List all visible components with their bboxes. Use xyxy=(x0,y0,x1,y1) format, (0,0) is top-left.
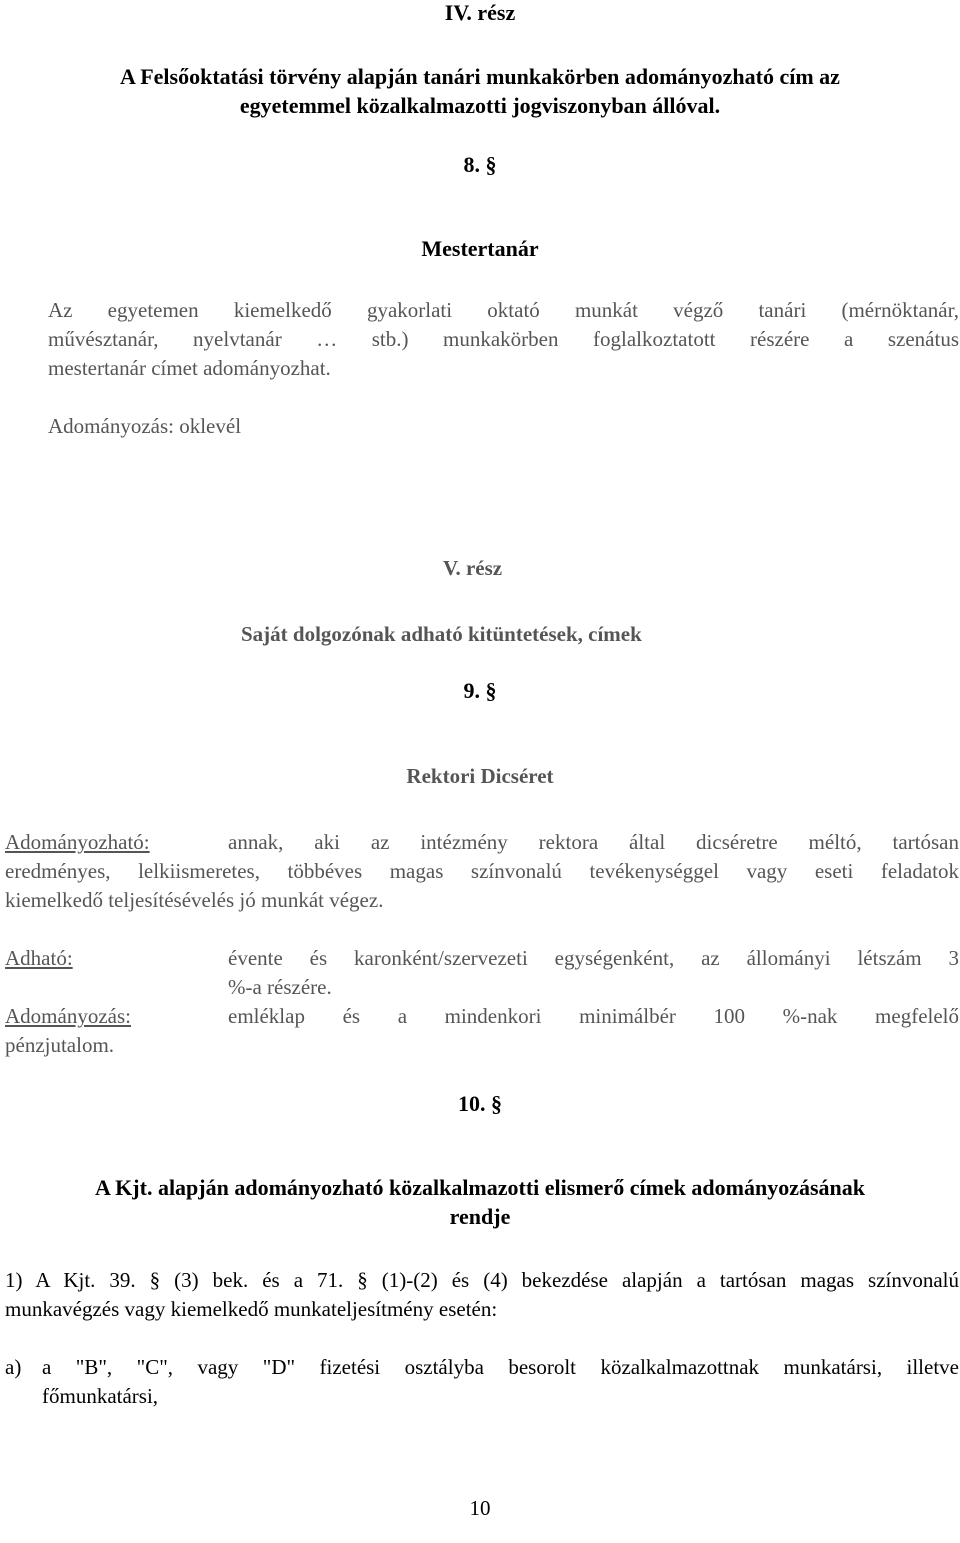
item-1-line2: munkavégzés vagy kiemelkedő munkateljesítmény esetén: xyxy=(5,1297,498,1321)
section-8-heading: 8. § xyxy=(463,152,497,177)
section-10-title-line1: A Kjt. alapján adományozható közalkalmazotti elismerő címek adományozásának xyxy=(95,1175,865,1200)
eligible-line3: kiemelkedő teljesítésévelés jó munkát végez. xyxy=(5,888,384,912)
eligible-label: Adományozható: xyxy=(5,830,150,854)
granting-line1: emléklap és a mindenkori minimálbér 100 %-nak megfelelő xyxy=(228,1004,959,1028)
mestertanar-granting: Adományozás: oklevél xyxy=(48,414,242,438)
mestertanar-title: Mestertanár xyxy=(421,236,539,261)
granting-label: Adományozás: xyxy=(5,1004,131,1028)
item-a-line1: a "B", "C", vagy "D" fizetési osztályba besorolt közalkalmazottnak munkatársi, illetve xyxy=(42,1355,959,1379)
mestertanar-desc-line2: művésztanár, nyelvtanár … stb.) munkakörben foglalkoztatott részére a szenátus xyxy=(48,327,959,351)
eligible-line1: annak, aki az intézmény rektora által dicséretre méltó, tartósan xyxy=(228,830,959,854)
rektori-dicseret-title: Rektori Dicséret xyxy=(406,764,554,788)
part-iv-title-line2: egyetemmel közalkalmazotti jogviszonyban állóval. xyxy=(239,93,721,118)
page-number: 10 xyxy=(469,1496,491,1520)
part-v-title: Saját dolgozónak adható kitüntetések, címek xyxy=(241,622,642,646)
eligible-line2: eredményes, lelkiismeretes, többéves magas színvonalú tevékenységgel vagy eseti feladatok xyxy=(5,859,959,883)
item-1-line1: 1) A Kjt. 39. § (3) bek. és a 71. § (1)-(2) és (4) bekezdése alapján a tartósan magas színvonalú xyxy=(5,1268,959,1292)
part-iv-title-line1: A Felsőoktatási törvény alapján tanári munkakörben adományozható cím az xyxy=(120,64,840,89)
section-9-heading: 9. § xyxy=(463,678,497,703)
item-a-line2: főmunkatársi, xyxy=(42,1384,159,1408)
mestertanar-desc-line1: Az egyetemen kiemelkedő gyakorlati oktató munkát végző tanári (mérnöktanár, xyxy=(48,298,959,322)
granting-line2: pénzjutalom. xyxy=(5,1033,115,1057)
section-10-title-line2: rendje xyxy=(449,1204,511,1229)
item-a-marker: a) xyxy=(5,1355,22,1379)
section-10-heading: 10. § xyxy=(458,1091,502,1116)
can-give-line1: évente és karonként/szervezeti egységenként, az állományi létszám 3 xyxy=(228,946,959,970)
part-iv-heading: IV. rész xyxy=(444,0,516,25)
can-give-label: Adható: xyxy=(5,946,73,970)
can-give-line2: %-a részére. xyxy=(228,975,332,999)
mestertanar-desc-line3: mestertanár címet adományozhat. xyxy=(48,356,331,380)
part-v-heading: V. rész xyxy=(443,556,503,580)
